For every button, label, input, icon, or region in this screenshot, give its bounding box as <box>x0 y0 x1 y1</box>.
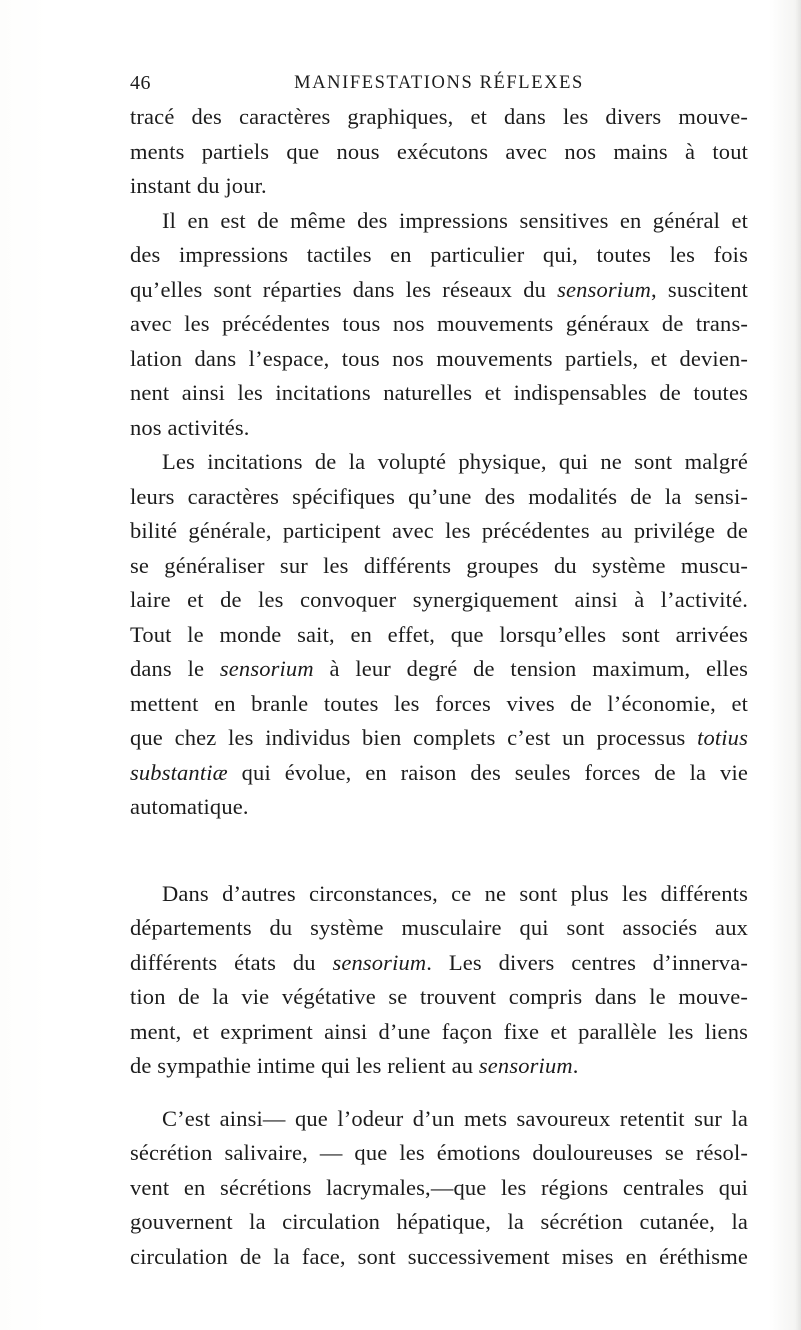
text-line: instant du jour. <box>130 173 267 198</box>
text-line: Tout le monde sait, en effet, que lorsqu’elles sont arrivées <box>130 621 748 647</box>
text-line: dans le sensorium à leur degré de tension maximum, elles <box>130 656 748 681</box>
text-line: ment, et expriment ainsi d’une façon fixe et parallèle les liens <box>130 1018 748 1044</box>
text-line: Dans d’autres circonstances, ce ne sont plus les différents <box>162 880 748 906</box>
text-line: tion de la vie végétative se trouvent compris dans le mouve- <box>130 984 748 1009</box>
italic-term: substantiæ <box>130 759 228 785</box>
paragraph-2 <box>130 204 748 446</box>
text-line: circulation de la face, sont successivement mises en éréthisme <box>130 1243 748 1269</box>
page-edge-shadow <box>795 0 801 1330</box>
text-line: vent en sécrétions lacrymales,—que les régions centrales qui <box>130 1174 748 1200</box>
text-line: qu’elles sont réparties dans les réseaux du sensorium, suscitent <box>130 276 748 302</box>
italic-term: totius <box>697 725 748 750</box>
text-line: ments partiels que nous exécutons avec nos mains à tout <box>130 138 748 164</box>
text-line: lation dans l’espace, tous nos mouvements partiels, et devien- <box>130 345 748 371</box>
paragraph-5 <box>130 1102 748 1275</box>
text-line: se généraliser sur les différents groupes du système muscu- <box>130 552 748 578</box>
paragraph-1 <box>130 100 748 204</box>
text-line: leurs caractères spécifiques qu’une des modalités de la sensi- <box>130 483 748 509</box>
text-line: de sympathie intime qui les relient au sensorium. <box>130 1053 579 1078</box>
text-line: départements du système musculaire qui sont associés aux <box>130 915 748 940</box>
text-line: C’est ainsi— que l’odeur d’un mets savoureux retentit sur la <box>162 1105 748 1131</box>
text-line: avec les précédentes tous nos mouvements généraux de trans- <box>130 311 748 336</box>
page-number: 46 <box>130 72 151 94</box>
body-text <box>130 100 748 1274</box>
text-line: sécrétion salivaire, — que les émotions douloureuses se résol- <box>130 1140 748 1165</box>
text-line: mettent en branle toutes les forces vives de l’économie, et <box>130 690 748 716</box>
text-line: nos activités. <box>130 414 250 440</box>
text-line: que chez les individus bien complets c’est un processus totius <box>130 725 748 750</box>
text-line: laire et de les convoquer synergiquement ainsi à l’activité. <box>130 587 748 612</box>
text-line: gouvernent la circulation hépatique, la sécrétion cutanée, la <box>130 1209 748 1234</box>
text-line: nent ainsi les incitations naturelles et indispensables de toutes <box>130 380 748 405</box>
italic-term: sensorium <box>332 949 427 975</box>
text-line: Les incitations de la volupté physique, qui ne sont malgré <box>162 449 748 474</box>
text-line: tracé des caractères graphiques, et dans les divers mouve- <box>130 104 748 129</box>
italic-term: sensorium <box>219 656 314 681</box>
text-line: différents états du sensorium. Les divers centres d’innerva- <box>130 949 748 975</box>
text-line: Il en est de même des impressions sensitives en général et <box>162 207 748 233</box>
italic-term: sensorium <box>557 276 651 302</box>
text-line: automatique. <box>130 794 249 819</box>
paragraph-3 <box>130 445 748 825</box>
running-title: MANIFESTATIONS RÉFLEXES <box>294 73 584 93</box>
page-header <box>130 70 748 96</box>
text-line: des impressions tactiles en particulier qui, toutes les fois <box>130 242 748 267</box>
text-line: substantiæ qui évolue, en raison des seules forces de la vie <box>130 759 748 785</box>
text-line: bilité générale, participent avec les précédentes au privilége de <box>130 518 748 543</box>
paragraph-4 <box>130 877 748 1084</box>
italic-term: sensorium <box>478 1053 573 1078</box>
